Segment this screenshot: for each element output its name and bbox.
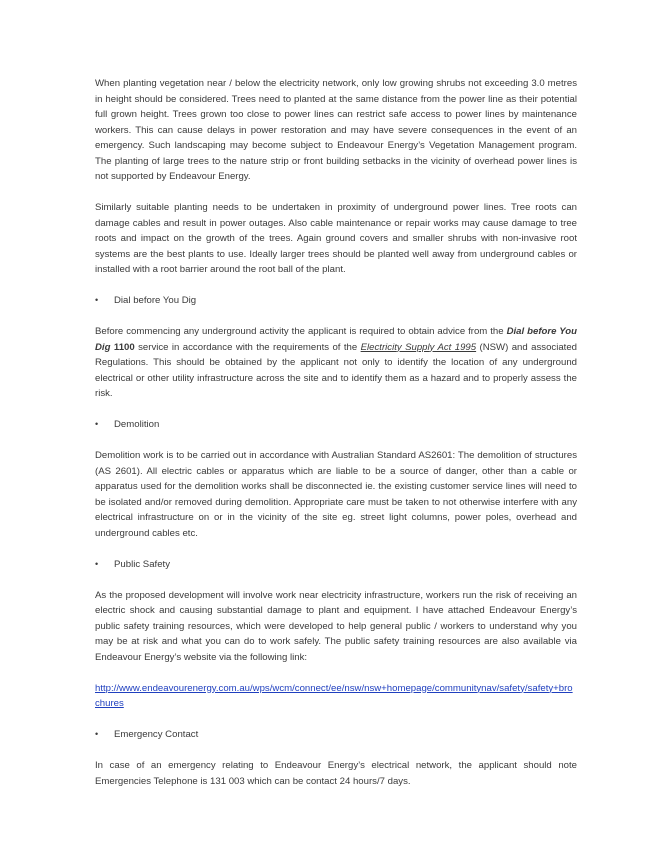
bullet-label: Emergency Contact	[114, 729, 199, 740]
bullet-dot-icon: •	[95, 729, 99, 739]
bullet-dial-before-you-dig	[95, 293, 577, 309]
safety-brochures-link[interactable]: http://www.endeavourenergy.com.au/wps/wcm/connect/ee/nsw/nsw+homepage/communitynav/safety/safety+brochures	[95, 682, 573, 709]
paragraph-planting-near-underground: Similarly suitable planting needs to be undertaken in proximity of underground power lines. Tree roots can damage cables and result in power outages. Also cable maintenance or repair works may cause damage to tree roots and impact on the growth of the trees. Again ground covers and smaller shrubs with non-invasive root systems are the best plants to use. Ideally larger trees should be planted well away from underground cables or installed with a root barrier around the root ball of the plant.	[95, 202, 577, 275]
bullet-emergency-contact	[95, 727, 577, 743]
dial-service-name: Dial before You Dig	[95, 326, 577, 353]
paragraph-dial-before-you-dig	[95, 324, 577, 402]
dial-service-number: 1100	[110, 341, 135, 353]
paragraph-demolition: Demolition work is to be carried out in accordance with Australian Standard AS2601: The demolition of structures (AS 2601). All electric cables or apparatus which are liable to be a source of danger, other than a cable or apparatus used for the demolition works shall be disconnected ie. the existing customer service lines will need to be isolated and/or removed during demolition. Appropriate care must be taken to not otherwise interfere with any electrical infrastructure on or in the vicinity of the site eg. street light columns, power poles, overhead and underground cables etc.	[95, 450, 577, 539]
bullet-dot-icon: •	[95, 419, 99, 429]
bullet-dot-icon: •	[95, 558, 99, 569]
bullet-label: Public Safety	[114, 558, 170, 570]
bullet-public-safety	[95, 557, 577, 573]
electricity-supply-act-reference: Electricity Supply Act 1995	[360, 341, 477, 353]
bullet-dot-icon: •	[95, 295, 99, 305]
paragraph-planting-near-overhead: When planting vegetation near / below the electricity network, only low growing shrubs not exceeding 3.0 metres in height should be considered. Trees need to planted at the same distance from the power line as their potential full grown height. Trees grown too close to power lines can restrict safe access to power lines by maintenance workers. This can cause delays in power restoration and may have severe consequences in the event of an emergency. Such landscaping may become subject to Endeavour Energy’s Vegetation Management program. The planting of large trees to the nature strip or front building setbacks in the vicinity of overhead power lines is not supported by Endeavour Energy.	[95, 78, 577, 182]
dial-text-part1: Before commencing any underground activity the applicant is required to obtain advice from the	[95, 326, 507, 337]
bullet-demolition	[95, 417, 577, 433]
bullet-label: Demolition	[114, 419, 160, 430]
paragraph-emergency-contact: In case of an emergency relating to Endeavour Energy’s electrical network, the applicant should note Emergencies Telephone is 131 003 which can be contact 24 hours/7 days.	[95, 760, 577, 787]
paragraph-safety-link	[95, 681, 577, 712]
bullet-label: Dial before You Dig	[114, 295, 197, 306]
dial-text-part2: service in accordance with the requirements of the	[134, 341, 361, 353]
document-body	[95, 76, 577, 805]
dial-text-part3: (NSW) and associated Regulations. This should be obtained by the applicant not only to identify the location of any underground electrical or other utility infrastructure across the site and to identify them as a hazard and to properly assess the risk.	[95, 341, 577, 399]
paragraph-public-safety: As the proposed development will involve work near electricity infrastructure, workers run the risk of receiving an electric shock and causing substantial damage to plant and equipment. I have attached Endeavour Energy’s public safety training resources, which were developed to help general public / workers to understand why you may be at risk and what you can do to work safely. The public safety training resources are also available via Endeavour Energy’s website via the following link:	[95, 589, 577, 663]
